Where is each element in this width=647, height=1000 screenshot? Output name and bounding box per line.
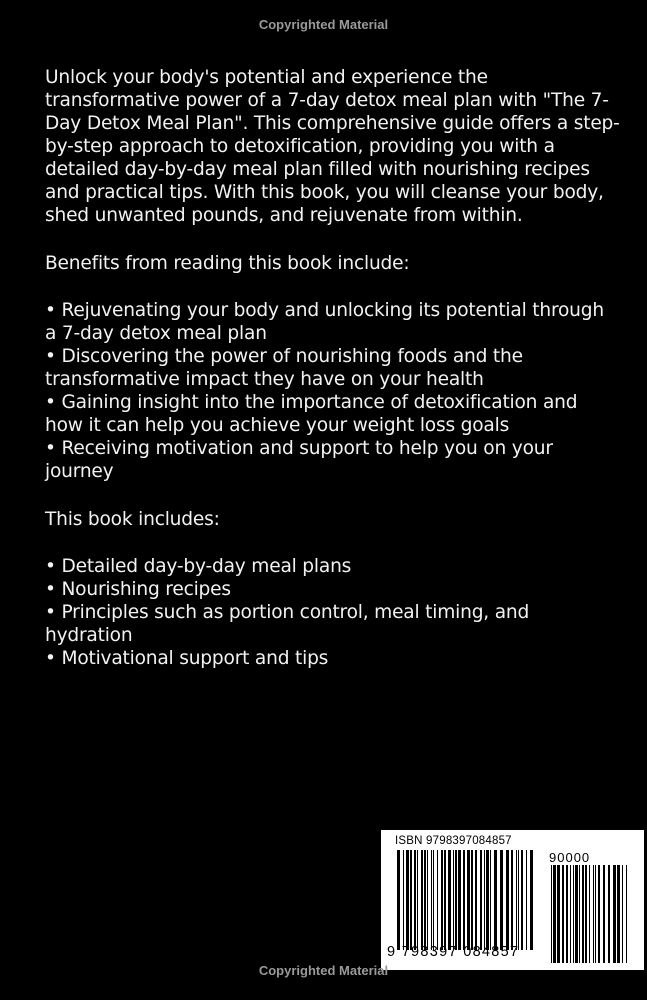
list-item: • Principles such as portion control, meal timing, and hydration (45, 602, 530, 646)
list-item: • Rejuvenating your body and unlocking its potential through a 7-day detox meal plan (45, 300, 604, 344)
benefits-list (45, 299, 620, 483)
copyright-watermark-bottom: Copyrighted Material (258, 963, 389, 978)
copyright-watermark-top: Copyrighted Material (258, 17, 389, 32)
list-item: • Detailed day-by-day meal plans (45, 556, 352, 577)
isbn-barcode (381, 830, 644, 970)
benefits-heading: Benefits from reading this book include: (45, 253, 410, 274)
list-item: • Motivational support and tips (45, 648, 329, 669)
list-item: • Discovering the power of nourishing foods and the transformative impact they have on your health (45, 346, 523, 390)
includes-list (45, 555, 620, 670)
list-item: • Receiving motivation and support to help you on your journey (45, 438, 553, 482)
back-cover-text (45, 66, 620, 695)
barcode-digits: 9 798397 084857 (387, 944, 520, 960)
barcode-bars-icon (395, 850, 537, 950)
isbn-label: ISBN 9798397084857 (395, 835, 512, 847)
list-item: • Nourishing recipes (45, 579, 231, 600)
intro-paragraph: Unlock your body's potential and experience the transformative power of a 7-day detox meal plan with "The 7-Day Detox Meal Plan". This comprehensive guide offers a step-by-step approach to detoxification, providing you with a detailed day-by-day meal plan filled with nourishing recipes and practical tips. With this book, you will cleanse your body, shed unwanted pounds, and rejuvenate from within. (45, 67, 620, 226)
includes-heading: This book includes: (45, 509, 220, 530)
list-item: • Gaining insight into the importance of detoxification and how it can help you achieve your weight loss goals (45, 392, 578, 436)
addon-barcode-bars-icon (549, 865, 631, 963)
price-code: 90000 (549, 850, 591, 865)
